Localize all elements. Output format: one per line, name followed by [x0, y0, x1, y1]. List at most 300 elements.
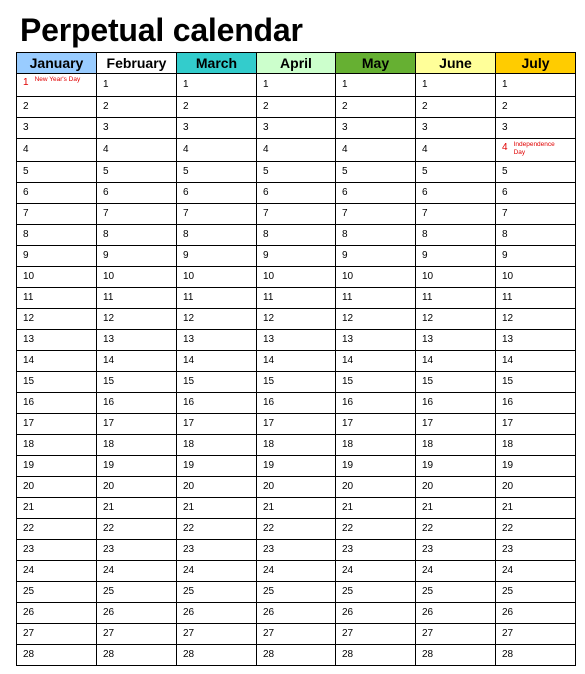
- day-cell[interactable]: [97, 97, 177, 118]
- day-number: 12: [502, 313, 514, 325]
- day-cell[interactable]: [97, 139, 177, 162]
- day-cell[interactable]: [336, 519, 416, 540]
- day-number: 23: [502, 544, 514, 556]
- day-number: 2: [502, 101, 508, 113]
- day-number: 23: [263, 544, 275, 556]
- day-number: 1: [422, 79, 428, 91]
- day-row: [17, 204, 576, 225]
- day-cell[interactable]: [17, 118, 97, 139]
- day-number: 19: [422, 460, 434, 472]
- day-number: 27: [342, 628, 354, 640]
- day-cell[interactable]: [17, 246, 97, 267]
- day-number: 23: [23, 544, 35, 556]
- day-cell[interactable]: [97, 267, 177, 288]
- day-cell[interactable]: [257, 414, 336, 435]
- day-number: 18: [502, 439, 514, 451]
- day-cell[interactable]: [496, 162, 576, 183]
- day-cell[interactable]: [177, 393, 257, 414]
- day-number: 16: [502, 397, 514, 409]
- day-cell[interactable]: [416, 246, 496, 267]
- day-number: 25: [183, 586, 195, 598]
- day-cell[interactable]: [17, 309, 97, 330]
- day-number: 22: [502, 523, 514, 535]
- day-number: 16: [23, 397, 35, 409]
- day-cell[interactable]: [496, 540, 576, 561]
- day-cell[interactable]: [177, 477, 257, 498]
- day-cell[interactable]: [177, 225, 257, 246]
- day-cell[interactable]: [177, 351, 257, 372]
- day-cell[interactable]: [257, 97, 336, 118]
- day-number: 18: [183, 439, 195, 451]
- day-cell[interactable]: [17, 582, 97, 603]
- day-cell[interactable]: [336, 540, 416, 561]
- day-cell[interactable]: [416, 414, 496, 435]
- day-cell[interactable]: [257, 351, 336, 372]
- day-number: 4: [422, 144, 428, 156]
- day-cell[interactable]: [257, 519, 336, 540]
- day-cell[interactable]: [336, 582, 416, 603]
- day-cell[interactable]: [416, 477, 496, 498]
- day-row: [17, 288, 576, 309]
- day-cell[interactable]: [257, 183, 336, 204]
- day-number: 2: [422, 101, 428, 113]
- day-cell[interactable]: [177, 456, 257, 477]
- day-cell[interactable]: [97, 456, 177, 477]
- day-cell[interactable]: [496, 74, 576, 97]
- day-cell[interactable]: [416, 624, 496, 645]
- day-cell[interactable]: [97, 624, 177, 645]
- day-cell[interactable]: [416, 97, 496, 118]
- day-row: [17, 309, 576, 330]
- day-cell[interactable]: [97, 204, 177, 225]
- day-cell[interactable]: [17, 435, 97, 456]
- day-cell[interactable]: [416, 603, 496, 624]
- day-number: 17: [103, 418, 115, 430]
- day-cell[interactable]: [177, 582, 257, 603]
- day-cell[interactable]: [496, 498, 576, 519]
- day-cell[interactable]: [177, 561, 257, 582]
- day-cell[interactable]: [336, 288, 416, 309]
- day-number: 19: [502, 460, 514, 472]
- day-row: [17, 582, 576, 603]
- day-cell[interactable]: [496, 183, 576, 204]
- day-cell[interactable]: [496, 372, 576, 393]
- day-cell[interactable]: [17, 561, 97, 582]
- day-cell[interactable]: [177, 309, 257, 330]
- day-row: [17, 225, 576, 246]
- day-number: 6: [502, 187, 508, 199]
- day-number: 5: [342, 166, 348, 178]
- day-cell[interactable]: [177, 414, 257, 435]
- day-cell[interactable]: [496, 414, 576, 435]
- day-cell[interactable]: [97, 477, 177, 498]
- day-number: 16: [422, 397, 434, 409]
- day-cell[interactable]: [416, 183, 496, 204]
- day-row: [17, 414, 576, 435]
- day-number: 24: [502, 565, 514, 577]
- day-cell[interactable]: [496, 351, 576, 372]
- day-number: 3: [502, 122, 508, 134]
- day-cell[interactable]: [416, 74, 496, 97]
- day-number: 28: [342, 649, 354, 661]
- day-cell[interactable]: [496, 561, 576, 582]
- day-cell[interactable]: [416, 118, 496, 139]
- day-cell[interactable]: [177, 118, 257, 139]
- day-cell[interactable]: [177, 330, 257, 351]
- day-number: 22: [422, 523, 434, 535]
- day-cell[interactable]: [257, 582, 336, 603]
- day-number: 17: [502, 418, 514, 430]
- day-cell[interactable]: [97, 118, 177, 139]
- day-cell[interactable]: [336, 372, 416, 393]
- day-cell[interactable]: [496, 204, 576, 225]
- day-row: [17, 603, 576, 624]
- day-cell[interactable]: [496, 139, 576, 162]
- day-cell[interactable]: [257, 139, 336, 162]
- day-number: 20: [342, 481, 354, 493]
- day-cell[interactable]: [17, 456, 97, 477]
- day-cell[interactable]: [336, 624, 416, 645]
- day-cell[interactable]: [336, 351, 416, 372]
- day-cell[interactable]: [336, 561, 416, 582]
- day-cell[interactable]: [336, 456, 416, 477]
- day-cell[interactable]: [416, 351, 496, 372]
- day-cell[interactable]: [416, 162, 496, 183]
- day-cell[interactable]: [336, 498, 416, 519]
- day-cell[interactable]: [177, 435, 257, 456]
- day-cell[interactable]: [496, 435, 576, 456]
- day-number: 1: [23, 77, 29, 88]
- day-cell[interactable]: [416, 582, 496, 603]
- day-number: 9: [342, 250, 348, 262]
- month-header-january: January: [17, 53, 97, 74]
- day-number: 3: [103, 122, 109, 134]
- day-cell[interactable]: [17, 372, 97, 393]
- day-cell[interactable]: [97, 519, 177, 540]
- day-cell[interactable]: [257, 330, 336, 351]
- day-cell[interactable]: [336, 267, 416, 288]
- day-cell[interactable]: [177, 624, 257, 645]
- day-cell[interactable]: [336, 97, 416, 118]
- day-cell[interactable]: [416, 456, 496, 477]
- day-cell[interactable]: [416, 267, 496, 288]
- day-number: 12: [342, 313, 354, 325]
- day-cell[interactable]: [496, 519, 576, 540]
- day-number: 9: [23, 250, 29, 262]
- day-cell[interactable]: [177, 267, 257, 288]
- day-cell[interactable]: [257, 225, 336, 246]
- day-number: 6: [103, 187, 109, 199]
- day-number: 8: [263, 229, 269, 241]
- day-cell[interactable]: [17, 519, 97, 540]
- day-cell[interactable]: [257, 74, 336, 97]
- day-cell[interactable]: [17, 540, 97, 561]
- day-cell[interactable]: [496, 118, 576, 139]
- day-number: 17: [263, 418, 275, 430]
- day-number: 16: [183, 397, 195, 409]
- day-cell[interactable]: [257, 624, 336, 645]
- day-number: 6: [183, 187, 189, 199]
- day-cell[interactable]: [336, 74, 416, 97]
- day-cell[interactable]: [97, 498, 177, 519]
- day-cell[interactable]: [416, 645, 496, 666]
- day-row: [17, 624, 576, 645]
- day-cell[interactable]: [97, 603, 177, 624]
- day-cell[interactable]: [336, 393, 416, 414]
- day-cell[interactable]: [416, 288, 496, 309]
- day-cell[interactable]: [416, 519, 496, 540]
- day-number: 1: [502, 79, 508, 91]
- day-number: 23: [103, 544, 115, 556]
- day-cell[interactable]: [177, 645, 257, 666]
- day-cell[interactable]: [97, 246, 177, 267]
- day-number: 23: [183, 544, 195, 556]
- day-cell[interactable]: [177, 603, 257, 624]
- day-cell[interactable]: [17, 288, 97, 309]
- day-cell[interactable]: [496, 330, 576, 351]
- day-cell[interactable]: [97, 183, 177, 204]
- day-number: 27: [23, 628, 35, 640]
- day-row: [17, 74, 576, 97]
- day-cell[interactable]: [496, 645, 576, 666]
- day-number: 11: [183, 292, 194, 304]
- day-cell[interactable]: [416, 330, 496, 351]
- day-cell[interactable]: [496, 603, 576, 624]
- day-cell[interactable]: [17, 477, 97, 498]
- day-number: 28: [103, 649, 115, 661]
- day-cell[interactable]: [97, 414, 177, 435]
- day-cell[interactable]: [257, 435, 336, 456]
- day-number: 25: [422, 586, 434, 598]
- day-cell[interactable]: [97, 582, 177, 603]
- day-number: 20: [183, 481, 195, 493]
- day-cell[interactable]: [416, 540, 496, 561]
- day-cell[interactable]: [496, 309, 576, 330]
- day-cell[interactable]: [336, 435, 416, 456]
- day-number: 7: [342, 208, 348, 220]
- day-cell[interactable]: [257, 561, 336, 582]
- day-cell[interactable]: [496, 393, 576, 414]
- day-number: 3: [23, 122, 29, 134]
- day-cell[interactable]: [336, 477, 416, 498]
- day-cell[interactable]: [416, 393, 496, 414]
- day-cell[interactable]: [17, 74, 97, 97]
- day-cell[interactable]: [177, 162, 257, 183]
- day-cell[interactable]: [336, 118, 416, 139]
- day-cell[interactable]: [17, 330, 97, 351]
- day-cell[interactable]: [177, 97, 257, 118]
- day-cell[interactable]: [336, 414, 416, 435]
- day-cell[interactable]: [336, 330, 416, 351]
- day-cell[interactable]: [416, 204, 496, 225]
- holiday-label: New Year's Day: [34, 76, 81, 83]
- month-header-february: February: [97, 53, 177, 74]
- day-number: 1: [103, 79, 109, 91]
- day-cell[interactable]: [336, 645, 416, 666]
- day-cell[interactable]: [257, 309, 336, 330]
- day-cell[interactable]: [496, 624, 576, 645]
- day-cell[interactable]: [257, 204, 336, 225]
- day-number: 11: [422, 292, 433, 304]
- day-number: 25: [103, 586, 115, 598]
- day-cell[interactable]: [496, 456, 576, 477]
- day-cell[interactable]: [416, 435, 496, 456]
- day-cell[interactable]: [97, 288, 177, 309]
- day-cell[interactable]: [257, 603, 336, 624]
- day-cell[interactable]: [177, 498, 257, 519]
- day-number: 26: [263, 607, 275, 619]
- day-cell[interactable]: [257, 393, 336, 414]
- day-cell[interactable]: [416, 372, 496, 393]
- day-cell[interactable]: [177, 74, 257, 97]
- day-cell[interactable]: [97, 540, 177, 561]
- day-cell[interactable]: [496, 97, 576, 118]
- day-cell[interactable]: [17, 139, 97, 162]
- day-number: 6: [23, 187, 29, 199]
- day-cell[interactable]: [336, 225, 416, 246]
- day-cell[interactable]: [17, 624, 97, 645]
- day-cell[interactable]: [257, 372, 336, 393]
- day-number: 23: [422, 544, 434, 556]
- day-cell[interactable]: [416, 498, 496, 519]
- day-cell[interactable]: [17, 97, 97, 118]
- day-cell[interactable]: [416, 139, 496, 162]
- day-cell[interactable]: [97, 330, 177, 351]
- day-cell[interactable]: [257, 246, 336, 267]
- day-number: 7: [23, 208, 29, 220]
- day-cell[interactable]: [17, 393, 97, 414]
- day-number: 27: [183, 628, 195, 640]
- day-row: [17, 456, 576, 477]
- day-number: 8: [183, 229, 189, 241]
- day-number: 13: [502, 334, 514, 346]
- day-cell[interactable]: [17, 267, 97, 288]
- day-number: 22: [23, 523, 35, 535]
- day-cell[interactable]: [496, 288, 576, 309]
- day-cell[interactable]: [97, 372, 177, 393]
- day-cell[interactable]: [416, 309, 496, 330]
- day-number: 25: [263, 586, 275, 598]
- day-number: 13: [342, 334, 354, 346]
- day-cell[interactable]: [257, 118, 336, 139]
- day-cell[interactable]: [257, 477, 336, 498]
- day-number: 8: [342, 229, 348, 241]
- day-cell[interactable]: [336, 246, 416, 267]
- day-number: 21: [103, 502, 115, 514]
- day-row: [17, 97, 576, 118]
- day-cell[interactable]: [257, 456, 336, 477]
- day-cell[interactable]: [177, 372, 257, 393]
- day-cell[interactable]: [97, 225, 177, 246]
- day-number: 2: [23, 101, 29, 113]
- day-cell[interactable]: [496, 582, 576, 603]
- day-cell[interactable]: [496, 246, 576, 267]
- day-number: 4: [183, 144, 189, 156]
- day-number: 2: [183, 101, 189, 113]
- day-cell[interactable]: [336, 603, 416, 624]
- day-cell[interactable]: [257, 540, 336, 561]
- day-cell[interactable]: [17, 162, 97, 183]
- day-cell[interactable]: [177, 246, 257, 267]
- day-number: 8: [103, 229, 109, 241]
- day-cell[interactable]: [97, 435, 177, 456]
- day-number: 2: [342, 101, 348, 113]
- day-cell[interactable]: [97, 162, 177, 183]
- day-number: 7: [103, 208, 109, 220]
- day-cell[interactable]: [97, 74, 177, 97]
- day-number: 27: [103, 628, 115, 640]
- month-header-july: July: [496, 53, 576, 74]
- day-cell[interactable]: [177, 540, 257, 561]
- day-row: [17, 139, 576, 162]
- day-cell[interactable]: [17, 351, 97, 372]
- day-number: 21: [342, 502, 354, 514]
- day-cell[interactable]: [257, 267, 336, 288]
- day-cell[interactable]: [336, 309, 416, 330]
- day-cell[interactable]: [336, 139, 416, 162]
- day-number: 24: [103, 565, 115, 577]
- day-number: 11: [103, 292, 114, 304]
- day-cell[interactable]: [17, 498, 97, 519]
- day-number: 11: [23, 292, 34, 304]
- day-cell[interactable]: [257, 498, 336, 519]
- day-cell[interactable]: [17, 183, 97, 204]
- day-cell[interactable]: [336, 162, 416, 183]
- day-cell[interactable]: [97, 561, 177, 582]
- day-cell[interactable]: [177, 139, 257, 162]
- day-cell[interactable]: [17, 204, 97, 225]
- day-row: [17, 393, 576, 414]
- day-cell[interactable]: [336, 204, 416, 225]
- day-cell[interactable]: [17, 603, 97, 624]
- day-number: 14: [23, 355, 35, 367]
- day-cell[interactable]: [496, 225, 576, 246]
- day-number: 3: [263, 122, 269, 134]
- day-cell[interactable]: [257, 162, 336, 183]
- day-number: 3: [342, 122, 348, 134]
- day-cell[interactable]: [97, 351, 177, 372]
- day-cell[interactable]: [97, 393, 177, 414]
- calendar-table: [16, 52, 576, 666]
- day-cell[interactable]: [257, 288, 336, 309]
- day-cell[interactable]: [257, 645, 336, 666]
- day-cell[interactable]: [336, 183, 416, 204]
- day-cell[interactable]: [177, 204, 257, 225]
- day-cell[interactable]: [416, 561, 496, 582]
- day-cell[interactable]: [496, 267, 576, 288]
- day-number: 17: [342, 418, 354, 430]
- day-number: 9: [183, 250, 189, 262]
- day-number: 19: [263, 460, 275, 472]
- day-cell[interactable]: [177, 288, 257, 309]
- day-cell[interactable]: [17, 645, 97, 666]
- day-cell[interactable]: [97, 309, 177, 330]
- day-number: 1: [342, 79, 348, 91]
- day-row: [17, 267, 576, 288]
- day-number: 20: [103, 481, 115, 493]
- day-cell[interactable]: [97, 645, 177, 666]
- day-number: 14: [183, 355, 195, 367]
- day-cell[interactable]: [17, 225, 97, 246]
- day-cell[interactable]: [177, 519, 257, 540]
- day-cell[interactable]: [177, 183, 257, 204]
- day-cell[interactable]: [416, 225, 496, 246]
- day-number: 6: [422, 187, 428, 199]
- day-cell[interactable]: [17, 414, 97, 435]
- day-number: 24: [183, 565, 195, 577]
- day-cell[interactable]: [496, 477, 576, 498]
- day-number: 17: [422, 418, 434, 430]
